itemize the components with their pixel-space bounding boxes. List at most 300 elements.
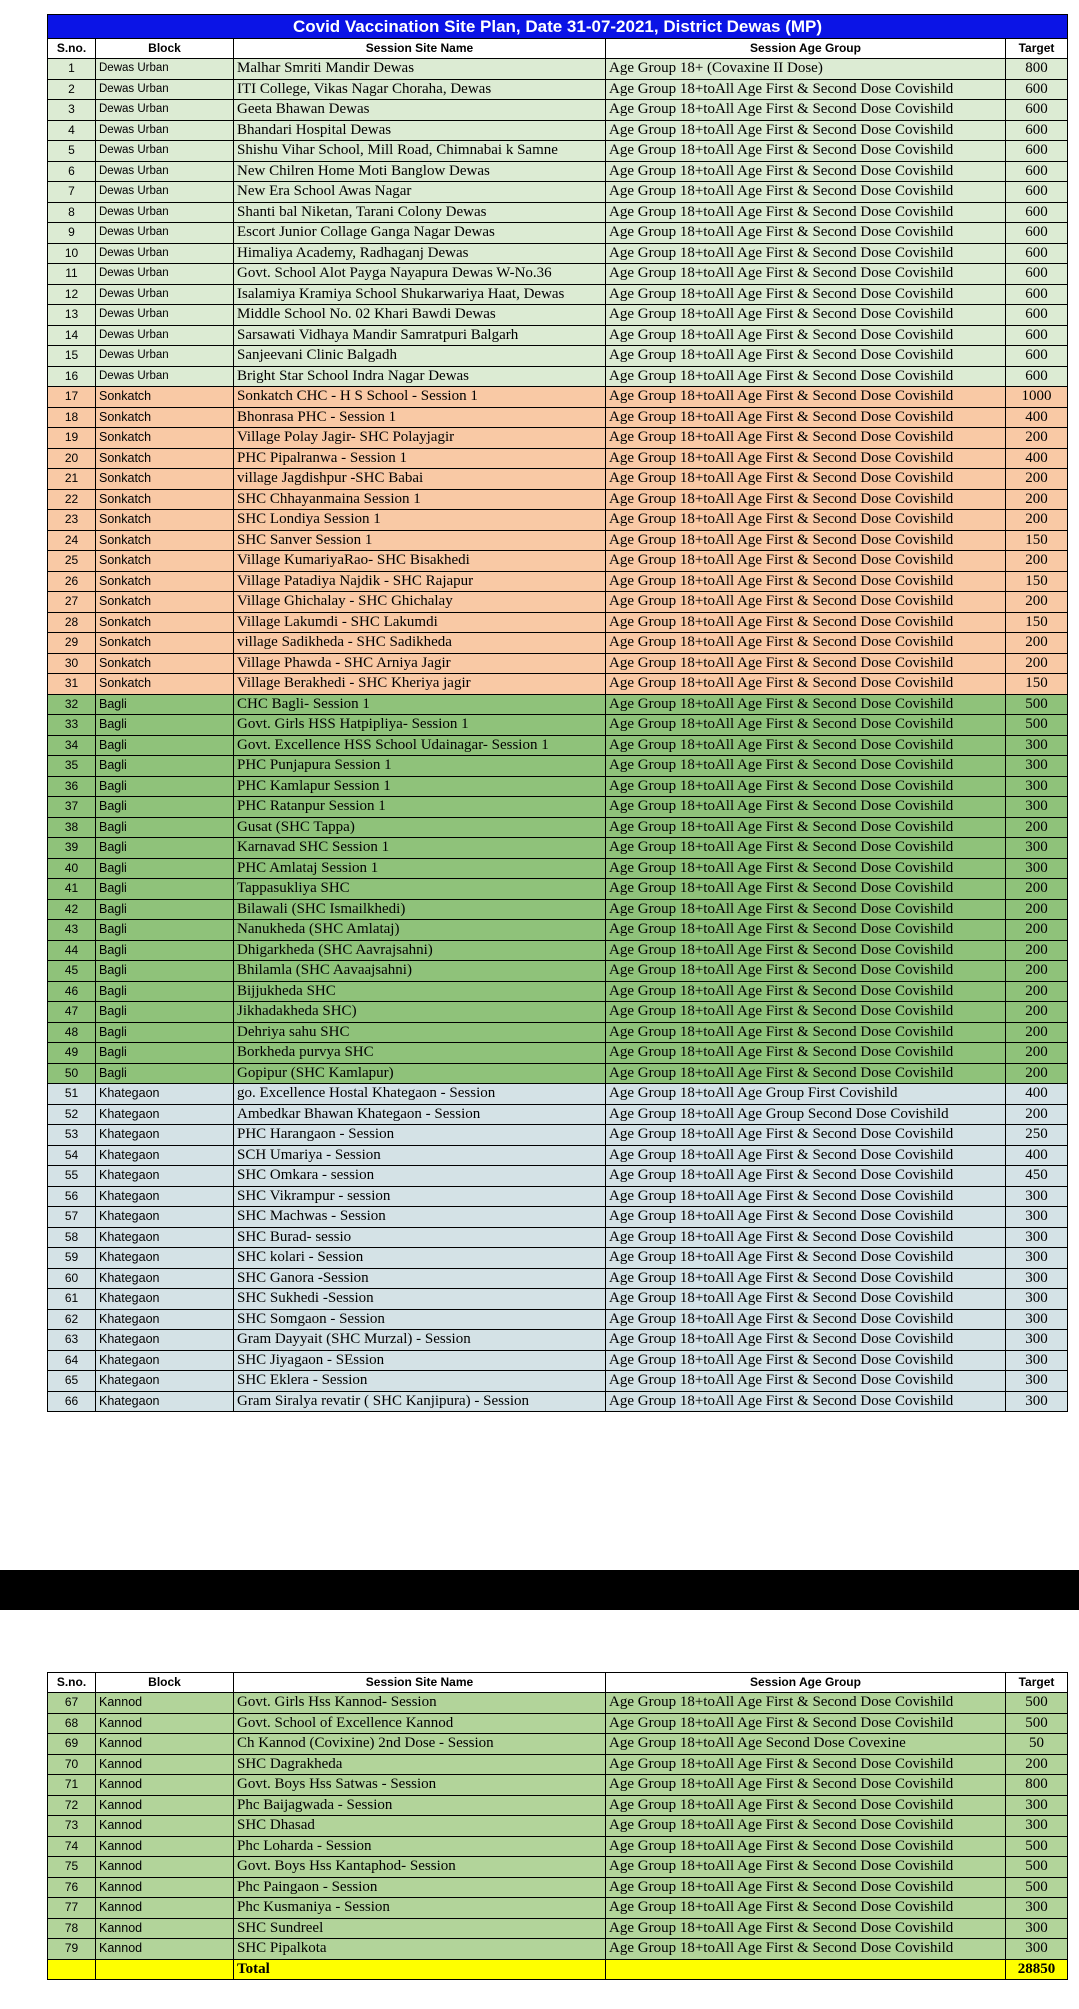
- cell-site-name: Village Berakhedi - SHC Kheriya jagir: [234, 674, 606, 695]
- cell-site-name: Sonkatch CHC - H S School - Session 1: [234, 387, 606, 408]
- cell-block: Sonkatch: [96, 489, 234, 510]
- cell-sno: 1: [48, 59, 96, 80]
- cell-sno: 14: [48, 325, 96, 346]
- cell-block: Sonkatch: [96, 633, 234, 654]
- page-separator: [0, 1570, 1079, 1610]
- cell-target: 1000: [1006, 387, 1068, 408]
- cell-age-group: Age Group 18+toAll Age First & Second Dose Covishild: [606, 838, 1006, 859]
- cell-sno: 9: [48, 223, 96, 244]
- cell-site-name: SHC Burad- sessio: [234, 1227, 606, 1248]
- cell-age-group: Age Group 18+toAll Age First & Second Dose Covishild: [606, 1391, 1006, 1412]
- table-row: [48, 1207, 1068, 1228]
- cell-sno: 63: [48, 1330, 96, 1351]
- cell-site-name: Govt. School Alot Payga Nayapura Dewas W-No.36: [234, 264, 606, 285]
- table-row: [48, 1002, 1068, 1023]
- cell-sno: 54: [48, 1145, 96, 1166]
- cell-age-group: Age Group 18+toAll Age First & Second Dose Covishild: [606, 1002, 1006, 1023]
- cell-site-name: Himaliya Academy, Radhaganj Dewas: [234, 243, 606, 264]
- cell-site-name: Bilawali (SHC Ismailkhedi): [234, 899, 606, 920]
- cell-block: Khategaon: [96, 1309, 234, 1330]
- cell-sno: 31: [48, 674, 96, 695]
- cell-block: Bagli: [96, 715, 234, 736]
- cell-sno: 70: [48, 1754, 96, 1775]
- cell-site-name: SHC Pipalkota: [234, 1939, 606, 1960]
- cell-site-name: Tappasukliya SHC: [234, 879, 606, 900]
- table-row: [48, 1309, 1068, 1330]
- cell-block: Kannod: [96, 1816, 234, 1837]
- cell-block: Dewas Urban: [96, 79, 234, 100]
- table-row: [48, 202, 1068, 223]
- header-sno: S.no.: [48, 1673, 96, 1693]
- cell-site-name: Nanukheda (SHC Amlataj): [234, 920, 606, 941]
- cell-target: 400: [1006, 448, 1068, 469]
- cell-age-group: Age Group 18+toAll Age First & Second Dose Covishild: [606, 428, 1006, 449]
- cell-block: Dewas Urban: [96, 284, 234, 305]
- cell-site-name: SHC Omkara - session: [234, 1166, 606, 1187]
- table-row: [48, 1391, 1068, 1412]
- cell-block: Kannod: [96, 1877, 234, 1898]
- cell-site-name: Govt. Girls HSS Hatpipliya- Session 1: [234, 715, 606, 736]
- cell-target: 300: [1006, 1248, 1068, 1269]
- cell-block: Bagli: [96, 817, 234, 838]
- table-row: [48, 612, 1068, 633]
- cell-target: 600: [1006, 305, 1068, 326]
- cell-sno: 8: [48, 202, 96, 223]
- cell-target: 400: [1006, 407, 1068, 428]
- table-row: [48, 1289, 1068, 1310]
- cell-sno: 66: [48, 1391, 96, 1412]
- cell-target: 200: [1006, 1022, 1068, 1043]
- table-row: [48, 1063, 1068, 1084]
- cell-site-name: go. Excellence Hostal Khategaon - Session: [234, 1084, 606, 1105]
- cell-block: Kannod: [96, 1836, 234, 1857]
- cell-age-group: Age Group 18+toAll Age First & Second Dose Covishild: [606, 1186, 1006, 1207]
- cell-age-group: Age Group 18+toAll Age First & Second Dose Covishild: [606, 79, 1006, 100]
- cell-block: Sonkatch: [96, 674, 234, 695]
- cell-site-name: village Sadikheda - SHC Sadikheda: [234, 633, 606, 654]
- cell-target: 300: [1006, 1350, 1068, 1371]
- total-row: [48, 1959, 1068, 1980]
- cell-block: Bagli: [96, 797, 234, 818]
- table-row: [48, 469, 1068, 490]
- cell-block: Bagli: [96, 879, 234, 900]
- cell-age-group: Age Group 18+toAll Age First & Second Dose Covishild: [606, 1207, 1006, 1228]
- cell-sno: 75: [48, 1857, 96, 1878]
- cell-site-name: Phc Kusmaniya - Session: [234, 1898, 606, 1919]
- table-row: [48, 79, 1068, 100]
- cell-site-name: Village Phawda - SHC Arniya Jagir: [234, 653, 606, 674]
- cell-block: Sonkatch: [96, 448, 234, 469]
- cell-age-group: Age Group 18+toAll Age First & Second Dose Covishild: [606, 223, 1006, 244]
- cell-age-group: Age Group 18+toAll Age First & Second Dose Covishild: [606, 141, 1006, 162]
- cell-sno: 38: [48, 817, 96, 838]
- cell-age-group: Age Group 18+toAll Age First & Second Dose Covishild: [606, 571, 1006, 592]
- cell-target: 300: [1006, 776, 1068, 797]
- cell-sno: 58: [48, 1227, 96, 1248]
- cell-site-name: SHC Machwas - Session: [234, 1207, 606, 1228]
- table-row: [48, 448, 1068, 469]
- cell-target: 50: [1006, 1734, 1068, 1755]
- table-row: [48, 243, 1068, 264]
- cell-age-group: Age Group 18+toAll Age First & Second Dose Covishild: [606, 1330, 1006, 1351]
- cell-age-group: Age Group 18+toAll Age First & Second Dose Covishild: [606, 387, 1006, 408]
- table-row: [48, 1877, 1068, 1898]
- cell-block: Khategaon: [96, 1227, 234, 1248]
- table-row: [48, 428, 1068, 449]
- cell-site-name: Malhar Smriti Mandir Dewas: [234, 59, 606, 80]
- cell-sno: 20: [48, 448, 96, 469]
- cell-block: Bagli: [96, 961, 234, 982]
- cell-site-name: New Chilren Home Moti Banglow Dewas: [234, 161, 606, 182]
- cell-sno: 71: [48, 1775, 96, 1796]
- cell-block: Bagli: [96, 1022, 234, 1043]
- cell-age-group: Age Group 18+toAll Age First & Second Dose Covishild: [606, 1939, 1006, 1960]
- cell-sno: 78: [48, 1918, 96, 1939]
- cell-site-name: PHC Ratanpur Session 1: [234, 797, 606, 818]
- cell-site-name: Village Ghichalay - SHC Ghichalay: [234, 592, 606, 613]
- cell-sno: 77: [48, 1898, 96, 1919]
- cell-site-name: Gram Siralya revatir ( SHC Kanjipura) - Session: [234, 1391, 606, 1412]
- cell-site-name: New Era School Awas Nagar: [234, 182, 606, 203]
- cell-age-group: Age Group 18+toAll Age First & Second Dose Covishild: [606, 1022, 1006, 1043]
- table-row: [48, 1350, 1068, 1371]
- table-row: [48, 735, 1068, 756]
- cell-site-name: Borkheda purvya SHC: [234, 1043, 606, 1064]
- cell-site-name: Bhonrasa PHC - Session 1: [234, 407, 606, 428]
- cell-age-group: Age Group 18+toAll Age First & Second Dose Covishild: [606, 1371, 1006, 1392]
- cell-target: 200: [1006, 1063, 1068, 1084]
- vaccination-table-part-2: [47, 1672, 1068, 1980]
- table-row: [48, 141, 1068, 162]
- table-row: [48, 284, 1068, 305]
- cell-site-name: SHC Londiya Session 1: [234, 510, 606, 531]
- cell-target: 200: [1006, 1043, 1068, 1064]
- cell-age-group: Age Group 18+toAll Age First & Second Dose Covishild: [606, 407, 1006, 428]
- table-row: [48, 325, 1068, 346]
- table-row: [48, 715, 1068, 736]
- cell-sno: 5: [48, 141, 96, 162]
- cell-block: Khategaon: [96, 1084, 234, 1105]
- cell-site-name: Escort Junior Collage Ganga Nagar Dewas: [234, 223, 606, 244]
- table-row: [48, 1816, 1068, 1837]
- cell-block: Sonkatch: [96, 530, 234, 551]
- cell-age-group: Age Group 18+toAll Age First & Second Dose Covishild: [606, 1857, 1006, 1878]
- cell-target: 200: [1006, 469, 1068, 490]
- cell-sno: 53: [48, 1125, 96, 1146]
- cell-block: Kannod: [96, 1857, 234, 1878]
- cell-target: 200: [1006, 1104, 1068, 1125]
- cell-sno: 47: [48, 1002, 96, 1023]
- cell-age-group: Age Group 18+toAll Age First & Second Dose Covishild: [606, 120, 1006, 141]
- cell-sno: 68: [48, 1713, 96, 1734]
- cell-age-group: Age Group 18+toAll Age First & Second Dose Covishild: [606, 284, 1006, 305]
- cell-site-name: SHC Chhayanmaina Session 1: [234, 489, 606, 510]
- table-row: [48, 633, 1068, 654]
- cell-site-name: Phc Paingaon - Session: [234, 1877, 606, 1898]
- header-sno: S.no.: [48, 39, 96, 59]
- cell-site-name: PHC Pipalranwa - Session 1: [234, 448, 606, 469]
- cell-sno: 30: [48, 653, 96, 674]
- cell-age-group: Age Group 18+toAll Age First & Second Dose Covishild: [606, 756, 1006, 777]
- cell-target: 200: [1006, 817, 1068, 838]
- total-blank: [606, 1959, 1006, 1980]
- cell-age-group: Age Group 18+toAll Age First & Second Dose Covishild: [606, 1816, 1006, 1837]
- cell-age-group: Age Group 18+toAll Age First & Second Dose Covishild: [606, 858, 1006, 879]
- cell-age-group: Age Group 18+toAll Age First & Second Dose Covishild: [606, 1754, 1006, 1775]
- cell-age-group: Age Group 18+toAll Age Second Dose Covexine: [606, 1734, 1006, 1755]
- table-row: [48, 592, 1068, 613]
- cell-target: 300: [1006, 1391, 1068, 1412]
- cell-block: Sonkatch: [96, 428, 234, 449]
- cell-block: Dewas Urban: [96, 59, 234, 80]
- cell-block: Bagli: [96, 920, 234, 941]
- cell-site-name: Village Lakumdi - SHC Lakumdi: [234, 612, 606, 633]
- cell-sno: 72: [48, 1795, 96, 1816]
- cell-site-name: Village Polay Jagir- SHC Polayjagir: [234, 428, 606, 449]
- cell-target: 300: [1006, 1289, 1068, 1310]
- cell-target: 300: [1006, 1816, 1068, 1837]
- cell-sno: 3: [48, 100, 96, 121]
- cell-sno: 43: [48, 920, 96, 941]
- table-row: [48, 797, 1068, 818]
- table-row: [48, 100, 1068, 121]
- table-row: [48, 1022, 1068, 1043]
- cell-age-group: Age Group 18+toAll Age First & Second Dose Covishild: [606, 305, 1006, 326]
- total-value: 28850: [1006, 1959, 1068, 1980]
- cell-block: Bagli: [96, 1063, 234, 1084]
- header-site-name: Session Site Name: [234, 1673, 606, 1693]
- table-row: [48, 1268, 1068, 1289]
- cell-site-name: Dehriya sahu SHC: [234, 1022, 606, 1043]
- table-row: [48, 879, 1068, 900]
- header-age-group: Session Age Group: [606, 39, 1006, 59]
- cell-target: 200: [1006, 633, 1068, 654]
- cell-age-group: Age Group 18+toAll Age First & Second Dose Covishild: [606, 448, 1006, 469]
- cell-block: Sonkatch: [96, 387, 234, 408]
- cell-age-group: Age Group 18+toAll Age First & Second Dose Covishild: [606, 920, 1006, 941]
- cell-target: 300: [1006, 1939, 1068, 1960]
- table-row: [48, 1775, 1068, 1796]
- cell-target: 400: [1006, 1145, 1068, 1166]
- cell-site-name: Village KumariyaRao- SHC Bisakhedi: [234, 551, 606, 572]
- cell-site-name: Shishu Vihar School, Mill Road, Chimnabai k Samne: [234, 141, 606, 162]
- cell-target: 500: [1006, 1877, 1068, 1898]
- cell-target: 600: [1006, 284, 1068, 305]
- cell-sno: 44: [48, 940, 96, 961]
- cell-age-group: Age Group 18+toAll Age First & Second Dose Covishild: [606, 981, 1006, 1002]
- cell-target: 200: [1006, 1754, 1068, 1775]
- cell-sno: 17: [48, 387, 96, 408]
- cell-block: Bagli: [96, 838, 234, 859]
- table-row: [48, 182, 1068, 203]
- cell-block: Bagli: [96, 858, 234, 879]
- cell-target: 300: [1006, 1186, 1068, 1207]
- cell-age-group: Age Group 18+toAll Age First & Second Dose Covishild: [606, 817, 1006, 838]
- cell-sno: 67: [48, 1693, 96, 1714]
- cell-age-group: Age Group 18+toAll Age First & Second Dose Covishild: [606, 1775, 1006, 1796]
- table-row: [48, 1734, 1068, 1755]
- cell-target: 300: [1006, 1898, 1068, 1919]
- table-row: [48, 1795, 1068, 1816]
- cell-block: Kannod: [96, 1713, 234, 1734]
- cell-sno: 15: [48, 346, 96, 367]
- cell-target: 300: [1006, 1918, 1068, 1939]
- cell-target: 800: [1006, 59, 1068, 80]
- cell-site-name: SHC Eklera - Session: [234, 1371, 606, 1392]
- table-row: [48, 1713, 1068, 1734]
- cell-target: 300: [1006, 1371, 1068, 1392]
- cell-age-group: Age Group 18+toAll Age First & Second Dose Covishild: [606, 1877, 1006, 1898]
- cell-target: 150: [1006, 571, 1068, 592]
- table-row: [48, 1043, 1068, 1064]
- cell-block: Khategaon: [96, 1268, 234, 1289]
- cell-age-group: Age Group 18+toAll Age First & Second Dose Covishild: [606, 1125, 1006, 1146]
- cell-target: 600: [1006, 264, 1068, 285]
- cell-target: 600: [1006, 182, 1068, 203]
- header-block: Block: [96, 39, 234, 59]
- cell-block: Kannod: [96, 1918, 234, 1939]
- table-row: [48, 1227, 1068, 1248]
- cell-block: Dewas Urban: [96, 325, 234, 346]
- cell-block: Dewas Urban: [96, 243, 234, 264]
- cell-target: 300: [1006, 838, 1068, 859]
- cell-site-name: Govt. Boys Hss Kantaphod- Session: [234, 1857, 606, 1878]
- cell-sno: 64: [48, 1350, 96, 1371]
- cell-sno: 19: [48, 428, 96, 449]
- cell-age-group: Age Group 18+toAll Age First & Second Dose Covishild: [606, 694, 1006, 715]
- cell-site-name: SHC Sukhedi -Session: [234, 1289, 606, 1310]
- cell-block: Khategaon: [96, 1391, 234, 1412]
- cell-age-group: Age Group 18+toAll Age First & Second Dose Covishild: [606, 592, 1006, 613]
- cell-age-group: Age Group 18+toAll Age First & Second Dose Covishild: [606, 633, 1006, 654]
- cell-sno: 21: [48, 469, 96, 490]
- cell-site-name: PHC Amlataj Session 1: [234, 858, 606, 879]
- cell-block: Khategaon: [96, 1186, 234, 1207]
- cell-site-name: Gopipur (SHC Kamlapur): [234, 1063, 606, 1084]
- cell-sno: 42: [48, 899, 96, 920]
- cell-block: Sonkatch: [96, 407, 234, 428]
- cell-block: Khategaon: [96, 1125, 234, 1146]
- table-row: [48, 899, 1068, 920]
- cell-site-name: Ch Kannod (Covixine) 2nd Dose - Session: [234, 1734, 606, 1755]
- cell-site-name: SHC Dagrakheda: [234, 1754, 606, 1775]
- cell-sno: 35: [48, 756, 96, 777]
- total-label: Total: [234, 1959, 606, 1980]
- cell-target: 200: [1006, 981, 1068, 1002]
- cell-target: 200: [1006, 653, 1068, 674]
- cell-target: 300: [1006, 1309, 1068, 1330]
- table-row: [48, 920, 1068, 941]
- table-row: [48, 120, 1068, 141]
- cell-age-group: Age Group 18+toAll Age First & Second Dose Covishild: [606, 1145, 1006, 1166]
- cell-block: Bagli: [96, 776, 234, 797]
- cell-sno: 18: [48, 407, 96, 428]
- cell-age-group: Age Group 18+toAll Age First & Second Dose Covishild: [606, 715, 1006, 736]
- table-title: Covid Vaccination Site Plan, Date 31-07-2021, District Dewas (MP): [48, 15, 1068, 39]
- cell-site-name: SHC Somgaon - Session: [234, 1309, 606, 1330]
- table-row: [48, 223, 1068, 244]
- cell-target: 600: [1006, 346, 1068, 367]
- cell-sno: 24: [48, 530, 96, 551]
- cell-age-group: Age Group 18+toAll Age First & Second Dose Covishild: [606, 182, 1006, 203]
- table-row: [48, 1166, 1068, 1187]
- table-row: [48, 817, 1068, 838]
- cell-site-name: PHC Kamlapur Session 1: [234, 776, 606, 797]
- cell-sno: 52: [48, 1104, 96, 1125]
- cell-sno: 60: [48, 1268, 96, 1289]
- cell-block: Bagli: [96, 756, 234, 777]
- cell-age-group: Age Group 18+toAll Age First & Second Dose Covishild: [606, 797, 1006, 818]
- cell-target: 150: [1006, 612, 1068, 633]
- cell-age-group: Age Group 18+toAll Age First & Second Dose Covishild: [606, 202, 1006, 223]
- cell-block: Bagli: [96, 694, 234, 715]
- cell-block: Sonkatch: [96, 551, 234, 572]
- cell-block: Sonkatch: [96, 653, 234, 674]
- cell-age-group: Age Group 18+toAll Age Group Second Dose Covishild: [606, 1104, 1006, 1125]
- cell-sno: 11: [48, 264, 96, 285]
- cell-block: Khategaon: [96, 1145, 234, 1166]
- cell-age-group: Age Group 18+toAll Age First & Second Dose Covishild: [606, 366, 1006, 387]
- cell-sno: 51: [48, 1084, 96, 1105]
- cell-target: 450: [1006, 1166, 1068, 1187]
- cell-target: 300: [1006, 1795, 1068, 1816]
- table-row: [48, 1836, 1068, 1857]
- cell-target: 500: [1006, 1857, 1068, 1878]
- cell-sno: 62: [48, 1309, 96, 1330]
- cell-age-group: Age Group 18+toAll Age First & Second Dose Covishild: [606, 1268, 1006, 1289]
- cell-sno: 13: [48, 305, 96, 326]
- cell-site-name: Govt. Boys Hss Satwas - Session: [234, 1775, 606, 1796]
- cell-age-group: Age Group 18+toAll Age First & Second Dose Covishild: [606, 1063, 1006, 1084]
- cell-sno: 56: [48, 1186, 96, 1207]
- table-row: [48, 674, 1068, 695]
- cell-block: Dewas Urban: [96, 182, 234, 203]
- cell-target: 400: [1006, 1084, 1068, 1105]
- cell-sno: 61: [48, 1289, 96, 1310]
- cell-age-group: Age Group 18+toAll Age First & Second Dose Covishild: [606, 469, 1006, 490]
- table-row: [48, 838, 1068, 859]
- header-block: Block: [96, 1673, 234, 1693]
- table-row: [48, 1330, 1068, 1351]
- cell-age-group: Age Group 18+toAll Age First & Second Dose Covishild: [606, 776, 1006, 797]
- cell-block: Kannod: [96, 1795, 234, 1816]
- cell-target: 300: [1006, 1330, 1068, 1351]
- cell-age-group: Age Group 18+toAll Age First & Second Dose Covishild: [606, 879, 1006, 900]
- cell-site-name: Ambedkar Bhawan Khategaon - Session: [234, 1104, 606, 1125]
- table-row: [48, 489, 1068, 510]
- table-row: [48, 1145, 1068, 1166]
- cell-age-group: Age Group 18+toAll Age First & Second Dose Covishild: [606, 1898, 1006, 1919]
- cell-age-group: Age Group 18+ (Covaxine II Dose): [606, 59, 1006, 80]
- cell-age-group: Age Group 18+toAll Age First & Second Dose Covishild: [606, 961, 1006, 982]
- table-row: [48, 981, 1068, 1002]
- cell-site-name: Middle School No. 02 Khari Bawdi Dewas: [234, 305, 606, 326]
- cell-sno: 79: [48, 1939, 96, 1960]
- cell-site-name: ITI College, Vikas Nagar Choraha, Dewas: [234, 79, 606, 100]
- cell-site-name: Gram Dayyait (SHC Murzal) - Session: [234, 1330, 606, 1351]
- cell-site-name: SHC Jiyagaon - SEssion: [234, 1350, 606, 1371]
- table-row: [48, 571, 1068, 592]
- cell-target: 300: [1006, 1207, 1068, 1228]
- cell-site-name: Jikhadakheda SHC): [234, 1002, 606, 1023]
- cell-block: Kannod: [96, 1775, 234, 1796]
- cell-target: 600: [1006, 161, 1068, 182]
- cell-target: 200: [1006, 1002, 1068, 1023]
- cell-site-name: CHC Bagli- Session 1: [234, 694, 606, 715]
- cell-age-group: Age Group 18+toAll Age First & Second Dose Covishild: [606, 551, 1006, 572]
- cell-age-group: Age Group 18+toAll Age First & Second Dose Covishild: [606, 1713, 1006, 1734]
- table-row: [48, 1104, 1068, 1125]
